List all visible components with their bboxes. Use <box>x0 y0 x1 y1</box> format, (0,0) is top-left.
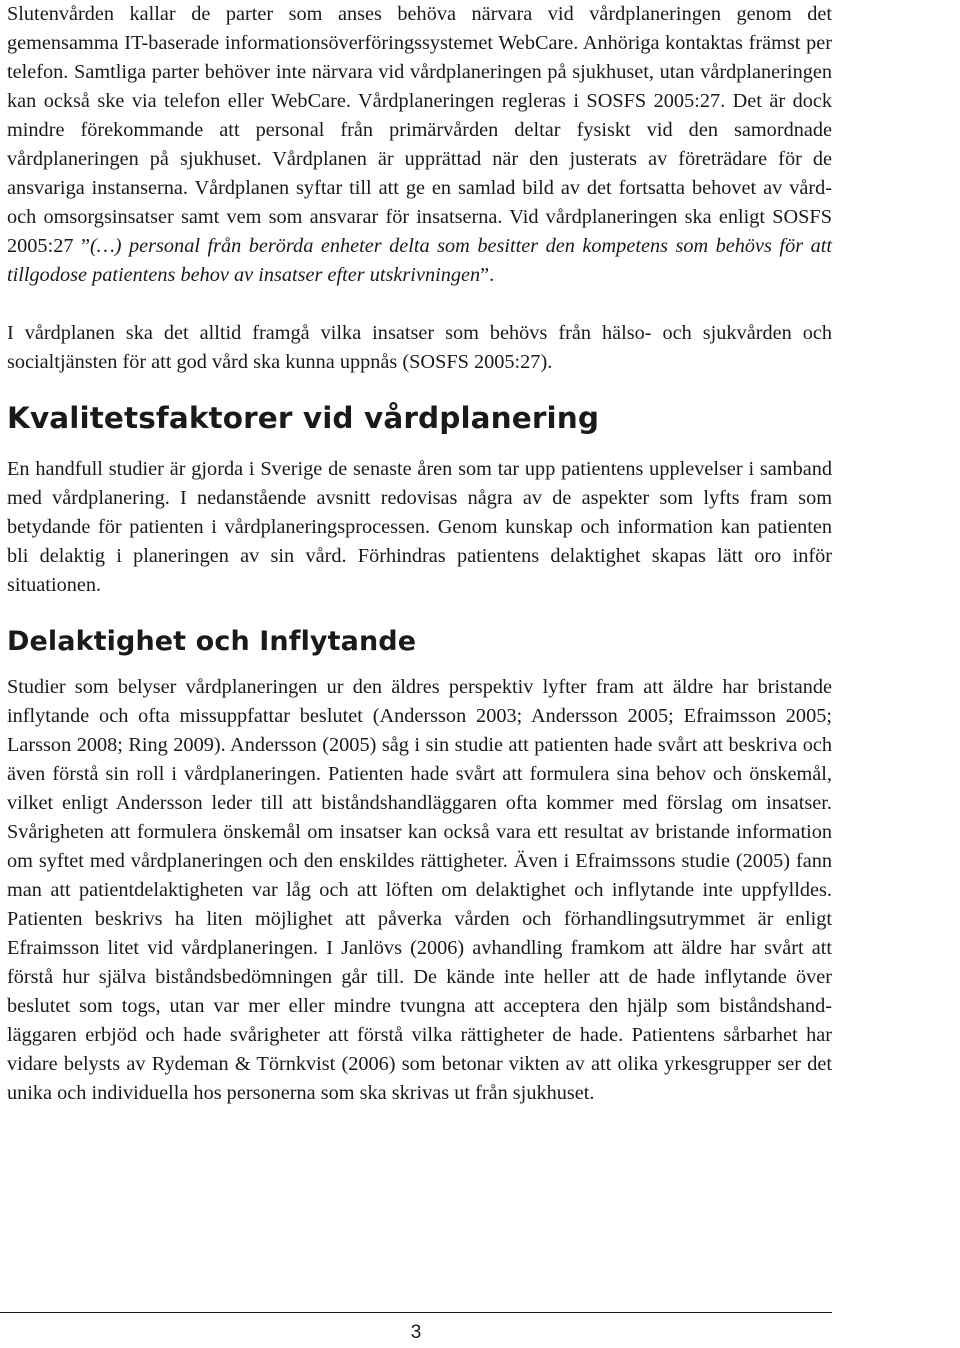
paragraph-text: Slutenvården kallar de parter som anses behöva närvara vid vårdplaneringen genom det gemensamma IT-baserade informationsöverföringssystemet WebCare. Anhöriga kontaktas främst per telefon. Samtliga parter behöver inte närvara vid vårdplaneringen på sjukhuset, utan vårdplaneringen kan också ske via telefon eller WebCare. Vårdplaneringen regleras i SOSFS 2005:27. Det är dock mindre förekommande att personal från primärvården deltar fysiskt vid den samordnade vårdplaneringen på sjukhuset. Vårdplanen är upprättad när den justerats av företrädare för de ansvariga instanserna. Vårdplanen syftar till att ge en samlad bild av det fortsatta behovet av vård- och omsorgsinsatser samt vem som ansvarar för insatserna. Vid vårdplaneringen ska enligt SOSFS 2005:27 ” <box>7 3 832 257</box>
quoted-text: (…) personal från berörda enheter delta som besitter den kompetens som behövs för att tillgodose patientens behov av insatser efter utskrivningen <box>7 235 832 286</box>
section-heading: Kvalitetsfaktorer vid vårdplanering <box>7 401 600 435</box>
paragraph-text-end: ”. <box>480 264 495 286</box>
section-heading: Delaktighet och Inflytande <box>7 626 417 657</box>
body-paragraph <box>7 0 832 290</box>
page-number: 3 <box>410 1322 422 1343</box>
document-page <box>7 0 832 1108</box>
body-paragraph: I vårdplanen ska det alltid framgå vilka insatser som behövs från hälso- och sjukvården och socialtjänsten för att god vård ska kunna uppnås (SOSFS 2005:27). <box>7 322 832 373</box>
body-paragraph: En handfull studier är gjorda i Sverige de senaste åren som tar upp patientens upplevelser i samband med vårdplanering. I nedanstående avsnitt redovisas några av de aspekter som lyfts fram som betydande för patienten i vårdplaneringsprocessen. Genom kunskap och information kan patienten bli delaktig i planeringen av sin vård. Förhindras patientens delaktighet skapas lätt oro inför situationen. <box>7 458 832 596</box>
footer-divider <box>0 1312 832 1313</box>
body-paragraph: Studier som belyser vårdplaneringen ur den äldres perspektiv lyfter fram att äldre har bristande inflytande och ofta missuppfattar beslutet (Andersson 2003; Andersson 2005; Efraimsson 2005; Larsson 2008; Ring 2009). Andersson (2005) såg i sin studie att patienten hade svårt att beskriva och även förstå sin roll i vårdplaneringen. Patienten hade svårt att formulera sina behov och önskemål, vilket enligt Andersson leder till att biståndshandläggaren ofta kommer med förslag om insatser. Svårigheten att formulera önskemål om insatser kan också vara ett resultat av bristande information om syftet med vårdplaneringen och den enskildes rättigheter. Även i Efraimssons studie (2005) fann man att patientdelaktigheten var låg och att löften om delaktighet och inflytande inte uppfylldes. Patienten beskrivs ha liten möjlighet att påverka vården och förhandlingsutrymmet är enligt Efraimsson litet vid vårdplaneringen. I Janlövs (2006) avhandling framkom att äldre har svårt att förstå hur själva biståndsbedömningen går till. De kände inte heller att de hade inflytande över beslutet som togs, utan var mer eller mindre tvungna att acceptera den hjälp som biståndshandläggaren erbjöd och hade svårigheter att förstå vilka rättigheter de hade. Patientens sårbarhet har vidare belysts av Rydeman & Törnkvist (2006) som betonar vikten av att olika yrkesgrupper ser det unika och individuella hos personerna som ska skrivas ut från sjukhuset. <box>7 676 832 1104</box>
